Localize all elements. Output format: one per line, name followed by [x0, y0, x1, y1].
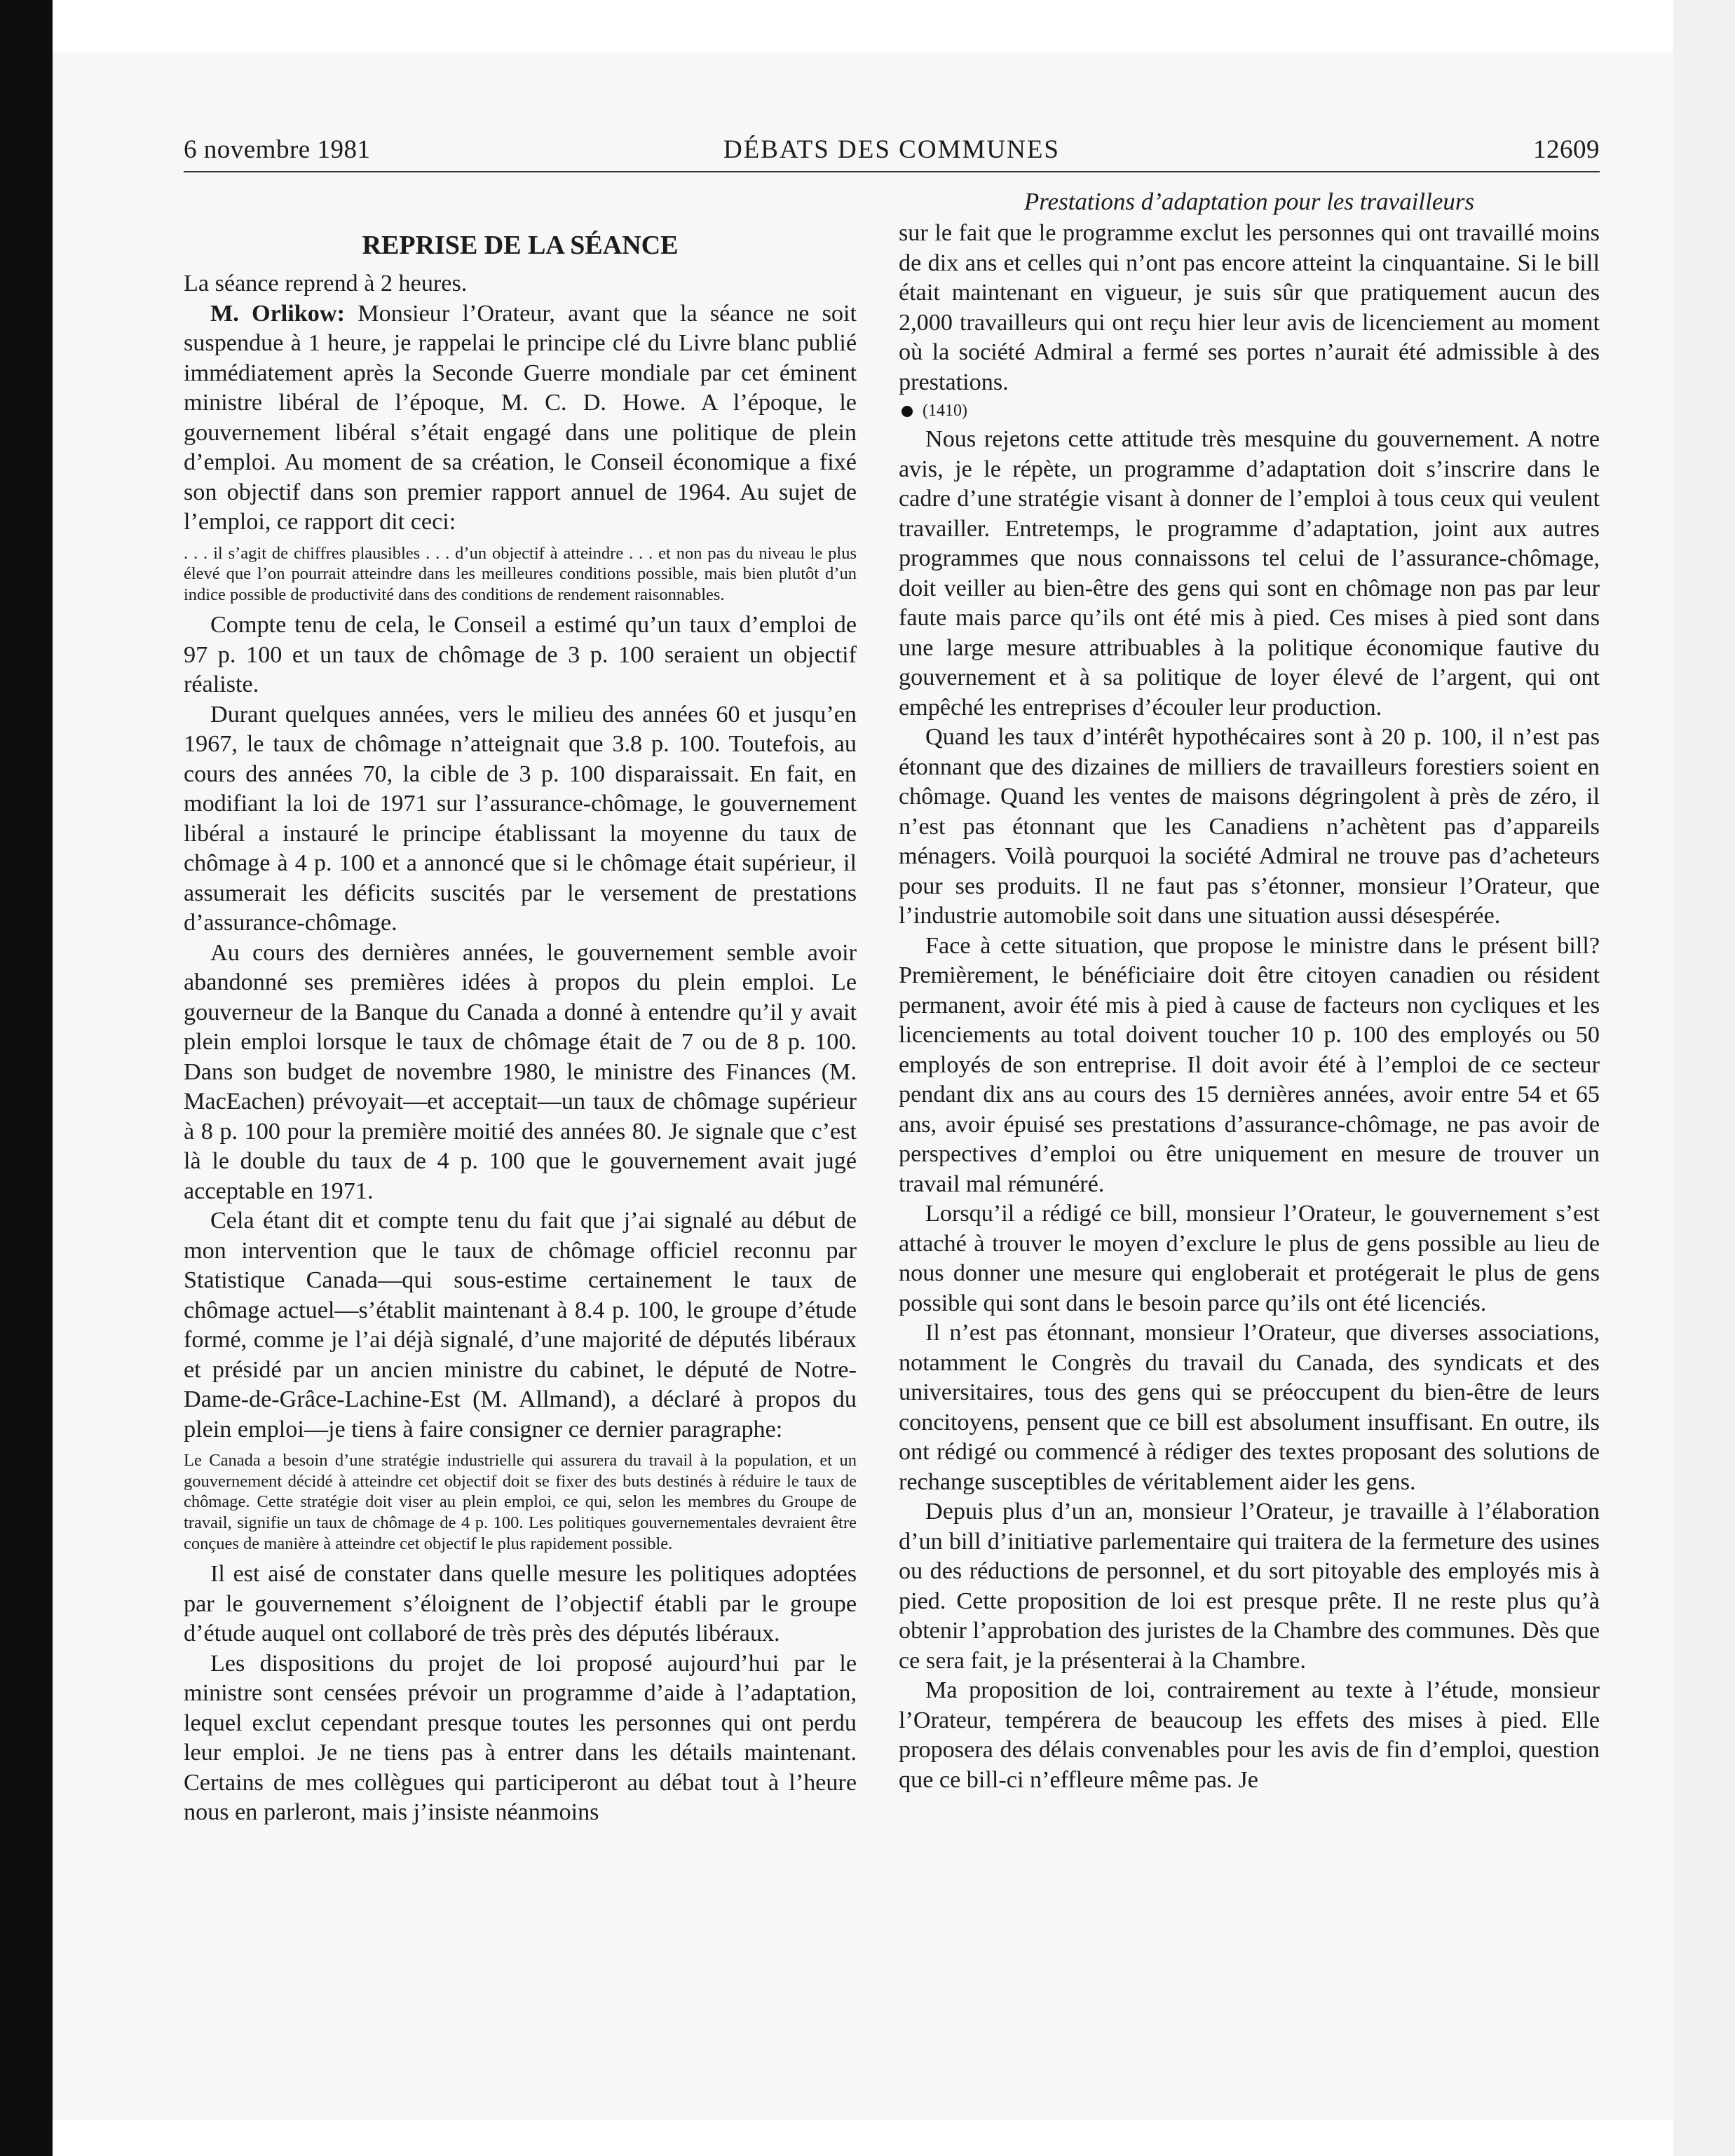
paragraph: sur le fait que le programme exclut les personnes qui ont travaillé moins de dix ans et celles qui n’ont pas encore atteint la cinquantaine. Si le bill était maintenant en vigueur, je suis sûr que pratiquement aucun des 2,000 travailleurs qui ont reçu hier leur avis de licenciement au moment où la société Admiral a fermé ses portes n’aurait été admissible à des prestations. — [899, 220, 1600, 395]
paragraph: Au cours des dernières années, le gouvernement semble avoir abandonné ses premières idées à propos du plein emploi. Le gouverneur de la Banque du Canada a donné à entendre qu’il y avait plein emploi lorsque le taux de chômage était de 7 ou de 8 p. 100. Dans son budget de novembre 1980, le ministre des Finances (M. MacEachen) prévoyait—et acceptait—un taux de chômage supérieur à 8 p. 100 pour la première moitié des années 80. Je signale que c’est là le double du taux de 4 p. 100 que le gouvernement avait jugé acceptable en 1971. — [184, 939, 857, 1204]
timestamp — [899, 402, 1600, 421]
paragraph: Durant quelques années, vers le milieu des années 60 et jusqu’en 1967, le taux de chômage n’atteignait que 3.8 p. 100. Toutefois, au cours des années 70, la cible de 3 p. 100 disparaissait. En fait, en modifiant la loi de 1971 sur l’assurance-chômage, le gouvernement libéral a instauré le principe établissant la moyenne du taux de chômage à 4 p. 100 et a annoncé que si le chômage était supérieur, il assumerait les déficits suscités par le versement de prestations d’assurance-chômage. — [184, 701, 857, 936]
paragraph: Compte tenu de cela, le Conseil a estimé qu’un taux d’emploi de 97 p. 100 et un taux de chômage de 3 p. 100 seraient un objectif réaliste. — [184, 612, 857, 698]
paragraph: Depuis plus d’un an, monsieur l’Orateur, je travaille à l’élaboration d’un bill d’initiative parlementaire qui traitera de la fermeture des usines ou des réductions de personnel, et du sort pitoyable des employés mis à pied. Cette proposition de loi est presque prête. Il ne reste plus qu’à obtenir l’approbation des juristes de la Chambre des communes. Dès que ce sera fait, je la présenterai à la Chambre. — [899, 1499, 1600, 1674]
section-heading: REPRISE DE LA SÉANCE — [362, 231, 679, 260]
paragraph — [184, 299, 857, 538]
scan-border-right — [1673, 0, 1735, 2156]
paragraph: Cela étant dit et compte tenu du fait que j’ai signalé au début de mon intervention que le taux de chômage officiel reconnu par Statistique Canada—qui sous-estime certainement le taux de chômage actuel—s’établit maintenant à 8.4 p. 100, le groupe d’étude formé, comme je l’ai déjà signalé, d’une majorité de députés libéraux et présidé par un ancien ministre du cabinet, le député de Notre-Dame-de-Grâce-Lachine-Est (M. Allmand), a déclaré à propos du plein emploi—je tiens à faire consigner ce dernier paragraphe: — [184, 1208, 857, 1442]
scan-border-left — [0, 0, 53, 2156]
resume-note: La séance reprend à 2 heures. — [184, 271, 468, 296]
bullet-icon — [901, 406, 913, 417]
left-column — [184, 188, 857, 1828]
header-title: DÉBATS DES COMMUNES — [723, 135, 1060, 164]
paragraph: Quand les taux d’intérêt hypothécaires sont à 20 p. 100, il n’est pas étonnant que des dizaines de milliers de travailleurs forestiers soient en chômage. Quand les ventes de maisons dégringolent à près de zéro, il n’est pas étonnant que les Canadiens n’achètent pas d’appareils ménagers. Voilà pourquoi la société Admiral ne trouve pas d’acheteurs pour ses produits. Il ne faut pas s’étonner, monsieur l’Orateur, que l’industrie automobile soit dans une situation aussi désespérée. — [899, 724, 1600, 929]
timestamp-text: (1410) — [923, 402, 967, 420]
running-head: Prestations d’adaptation pour les travailleurs — [1023, 188, 1475, 215]
paragraph: Lorsqu’il a rédigé ce bill, monsieur l’Orateur, le gouvernement s’est attaché à trouver le moyen d’exclure le plus de gens possible au lieu de nous donner une mesure qui engloberait et protégerait le plus de gens possible qui sont dans le besoin parce qu’ils ont été licenciés. — [899, 1201, 1600, 1316]
paragraph: Ma proposition de loi, contrairement au texte à l’étude, monsieur l’Orateur, tempérera de beaucoup les effets des mises à pied. Elle proposera des délais convenables pour les avis de fin d’emploi, question que ce bill-ci n’effleure même pas. Je — [899, 1677, 1600, 1793]
paragraph: Il est aisé de constater dans quelle mesure les politiques adoptées par le gouvernement s’éloignent de l’objectif établi par le groupe d’étude auquel ont collaboré de très près des députés libéraux. — [184, 1561, 857, 1647]
block-quote: Le Canada a besoin d’une stratégie industrielle qui assurera du travail à la population, et un gouvernement décidé à atteindre cet objectif doit se fixer des buts destinés à réduire le taux de chômage. Cette stratégie doit viser au plein emploi, ce qui, selon les membres du Groupe de travail, signifie un taux de chômage de 4 p. 100. Les politiques gouvernementales devraient être conçues de manière à atteindre cet objectif le plus rapidement possible. — [184, 1451, 857, 1553]
speaker-name: M. Orlikow: — [210, 300, 345, 327]
paragraph-text: Monsieur l’Orateur, avant que la séance ne soit suspendue à 1 heure, je rappelai le principe clé du Livre blanc publié immédiatement après la Seconde Guerre mondiale par cet éminent ministre libéral de l’époque, M. C. D. Howe. A l’époque, le gouvernement libéral s’était engagé dans une politique de plein d’emploi. Au moment de sa création, le Conseil économique a fixé son objectif dans son premier rapport annuel de 1964. Au sujet de l’emploi, ce rapport dit ceci: — [184, 300, 857, 535]
paragraph: Face à cette situation, que propose le ministre dans le présent bill? Premièrement, le bénéficiaire doit être citoyen canadien ou résident permanent, avoir été mis à pied à cause de facteurs non cycliques et les licenciements au total doivent toucher 10 p. 100 des employés ou 50 employés de son entreprise. Il doit avoir été à l’emploi de ce secteur pendant dix ans au cours des 15 dernières années, avoir entre 54 et 65 ans, avoir épuisé ses prestations d’assurance-chômage, ne pas avoir de perspectives d’emploi ou être uniquement en mesure de trouver un travail mal rémunéré. — [899, 932, 1600, 1197]
right-column — [899, 188, 1600, 1795]
paragraph: Il n’est pas étonnant, monsieur l’Orateur, que diverses associations, notamment le Congrès du travail du Canada, des syndicats et des universitaires, tous des gens qui se préoccupent du bien-être de leurs concitoyens, pensent que ce bill est absolument insuffisant. En outre, ils ont rédigé ou commencé à rédiger des textes proposant des solutions de rechange susceptibles de véritablement aider les gens. — [899, 1320, 1600, 1495]
block-quote: . . . il s’agit de chiffres plausibles . . . d’un objectif à atteindre . . . et non pas du niveau le plus élevé que l’on pourrait atteindre dans les meilleures conditions possible, mais bien plutôt d’un indice possible de productivité dans des conditions de rendement raisonnables. — [184, 543, 857, 604]
header-date: 6 novembre 1981 — [184, 135, 371, 164]
header-page-number: 12609 — [1533, 135, 1600, 164]
paragraph: Nous rejetons cette attitude très mesquine du gouvernement. A notre avis, je le répète, un programme d’adaptation doit s’inscrire dans le cadre d’une stratégie visant à donner de l’emploi à tous ceux qui veulent travailler. Entretemps, le programme d’adaptation, joint aux autres programmes que nous connaissons tel celui de l’assurance-chômage, doit veiller au bien-être des gens qui sont en chômage non pas par leur faute mais parce qu’ils ont été mis à pied. Ces mises à pied sont dans une large mesure attribuables à la politique économique fautive du gouvernement et à sa politique de loyer élevé de l’argent, qui ont empêché les entreprises d’écouler leur production. — [899, 426, 1600, 721]
paragraph: Les dispositions du projet de loi proposé aujourd’hui par le ministre sont censées prévoir un programme d’aide à l’adaptation, lequel exclut cependant presque toutes les personnes qui ont perdu leur emploi. Je ne tiens pas à entrer dans les détails maintenant. Certains de mes collègues qui participeront au débat tout à l’heure nous en parleront, mais j’insiste néanmoins — [184, 1650, 857, 1826]
page-header — [184, 135, 1600, 172]
